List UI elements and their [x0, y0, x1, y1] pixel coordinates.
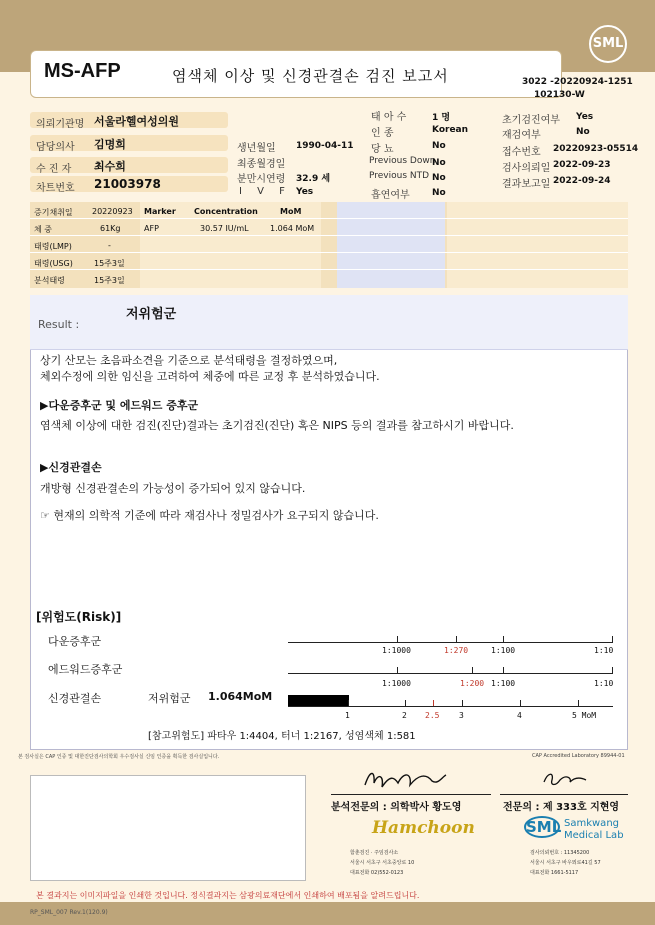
ntd-tick-label-4: 3	[459, 711, 464, 720]
hamchoon-address-2: 서울시 서초구 서초중앙로 10	[350, 860, 415, 866]
concentration-header: Concentration	[194, 207, 258, 216]
doctor-label: 담당의사	[36, 142, 75, 153]
prev-ntd-value: No	[432, 173, 446, 183]
signature-blank-box	[30, 775, 306, 881]
retest-label: 재검여부	[502, 130, 541, 141]
institution-label: 의뢰기관명	[36, 119, 85, 130]
edwards-risk-label: 에드워드증후군	[48, 663, 123, 676]
ntd-tick-label-6: 5 MoM	[572, 711, 597, 720]
receipt-label: 접수번호	[502, 147, 541, 158]
ga-analysis-label: 분석태령	[34, 276, 65, 285]
reference-risk: [참고위험도] 파타우 1:4404, 터너 1:2167, 성염색체 1:581	[148, 731, 416, 742]
lmp-label: 최종월경일	[237, 159, 286, 170]
down-edwards-text: 염색체 이상에 대한 검진(진단)결과는 초기검진(진단) 혹은 NIPS 등의 결과를 참고하시기 바랍니다.	[40, 419, 514, 432]
fetus-label: 태 아 수	[371, 112, 407, 123]
weight-label: 체 중	[34, 225, 52, 234]
report-date-value: 2022-09-24	[553, 176, 611, 186]
ntd-tick-label-1: 1	[345, 711, 350, 720]
analyst-signature-line	[331, 794, 491, 795]
ga-usg-value: 15주3일	[94, 259, 125, 268]
edwards-tick-label-1: 1:1000	[382, 679, 411, 688]
ntd-tick-6	[578, 700, 579, 706]
edwards-tick-label-4: 1:10	[594, 679, 614, 688]
prev-down-value: No	[432, 158, 446, 168]
row-divider-1	[30, 218, 628, 219]
down-tick-2	[456, 636, 457, 642]
sml-name-2: Medical Lab	[564, 830, 624, 841]
down-tick-1	[397, 636, 398, 642]
down-tick-label-2: 1:270	[444, 646, 469, 655]
down-scale-line	[288, 642, 613, 643]
retest-value: No	[576, 127, 590, 137]
marker-value: AFP	[144, 224, 159, 233]
hamchoon-logo: Hamchoon	[372, 818, 475, 838]
ntd-risk-label: 신경관결손	[48, 692, 102, 705]
ga-usg-label: 태령(USG)	[34, 259, 73, 268]
mom-value: 1.064 MoM	[270, 224, 315, 233]
early-value: Yes	[576, 112, 594, 122]
down-tick-4	[612, 636, 613, 642]
ntd-mom-bar	[288, 695, 349, 706]
down-tick-3	[503, 636, 504, 642]
report-date-label: 결과보고일	[502, 179, 551, 190]
examinee-value: 최수희	[94, 160, 126, 173]
marker-header: Marker	[144, 207, 176, 216]
edwards-tick-label-3: 1:100	[491, 679, 516, 688]
report-title: 염색체 이상 및 신경관결손 검진 보고서	[172, 67, 449, 85]
race-label: 인 종	[371, 128, 394, 139]
mom-header: MoM	[280, 207, 302, 216]
ntd-tick-5	[520, 700, 521, 706]
fetus-value: 1 명	[432, 113, 451, 123]
request-value: 2022-09-23	[553, 160, 611, 170]
ntd-mom-value: 1.064MoM	[208, 690, 273, 703]
examinee-label: 수 진 자	[36, 164, 72, 175]
age-value: 32.9 세	[296, 174, 331, 184]
chart-number: 21003978	[94, 177, 161, 191]
recommendation-text: ☞ 현재의 의학적 기준에 따라 재검사나 정밀검사가 요구되지 않습니다.	[40, 509, 379, 522]
collect-label: 증기채취일	[34, 208, 73, 217]
sml-footer-logo: SML	[526, 818, 562, 836]
specialist-signature	[540, 768, 590, 790]
edwards-tick-3	[503, 667, 504, 673]
analyst-name: 분석전문의 : 의학박사 황도영	[331, 802, 462, 813]
concentration-value: 30.57 IU/mL	[200, 224, 249, 233]
result-header	[30, 295, 628, 350]
result-label: Result :	[38, 318, 80, 331]
analyst-signature	[360, 765, 450, 793]
ntd-heading: ▶신경관결손	[40, 461, 102, 474]
edwards-tick-2	[472, 667, 473, 673]
ntd-tick-label-2: 2	[402, 711, 407, 720]
sml-address-2: 서울시 서초구 바우뫼로41길 57	[530, 860, 601, 866]
smoke-label: 흡연여부	[371, 190, 410, 201]
sml-name-1: Samkwang	[564, 818, 619, 829]
report-number-2: 102130-W	[534, 90, 585, 100]
cap-note: CAP Accredited Laboratory 89944-01	[532, 753, 625, 759]
ntd-tick-2	[405, 700, 406, 706]
collect-value: 20220923	[92, 207, 133, 216]
birth-value: 1990-04-11	[296, 141, 354, 151]
edwards-tick-label-2: 1:200	[460, 679, 485, 688]
row-divider-4	[30, 269, 628, 270]
right-panel-blue	[337, 202, 445, 288]
edwards-tick-1	[397, 667, 398, 673]
result-value: 저위험군	[126, 307, 177, 322]
diabetes-label: 당 뇨	[371, 144, 394, 155]
sml-phone: 대표전화 1661-5117	[530, 870, 579, 876]
ntd-tick-4	[462, 700, 463, 706]
ivf-label: I V F	[239, 186, 291, 197]
birth-label: 생년월일	[237, 143, 276, 154]
weight-value: 61Kg	[100, 224, 121, 233]
doctor-value: 김명희	[94, 138, 126, 151]
down-tick-label-3: 1:100	[491, 646, 516, 655]
ga-lmp-label: 태령(LMP)	[34, 242, 72, 251]
race-value: Korean	[432, 125, 469, 135]
smoke-value: No	[432, 188, 446, 198]
down-tick-label-4: 1:10	[594, 646, 614, 655]
early-label: 초기검진여부	[502, 115, 560, 126]
specialist-signature-line	[500, 794, 628, 795]
ntd-tick-1	[348, 700, 349, 706]
ga-lmp-value: -	[108, 241, 111, 250]
ntd-tick-label-5: 4	[517, 711, 522, 720]
ntd-scale-line	[288, 706, 613, 707]
down-tick-label-1: 1:1000	[382, 646, 411, 655]
ntd-text: 개방형 신경관결손의 가능성이 증가되어 있지 않습니다.	[40, 482, 306, 495]
test-name: MS-AFP	[44, 60, 121, 82]
sml-logo: SML	[589, 25, 627, 63]
risk-title: [위험도(Risk)]	[36, 610, 122, 624]
result-paragraph-1a: 상기 산모는 초음파소견을 기준으로 분석태령을 결정하였으며,	[40, 354, 338, 367]
row-divider-3	[30, 252, 628, 253]
form-code: RP_SML_007 Rev.1(120.9)	[30, 909, 108, 916]
chart-label: 차트번호	[36, 183, 75, 194]
ntd-tick-label-3: 2.5	[425, 711, 440, 720]
print-notice: 본 결과지는 이미지파일을 인쇄한 것입니다. 정식결과지는 삼광의료재단에서 인쇄하여 배포됨을 알려드립니다.	[36, 891, 420, 900]
result-paragraph-1b: 체외수정에 의한 임신을 고려하여 체중에 따른 교정 후 분석하였습니다.	[40, 370, 380, 383]
ntd-risk-result: 저위험군	[148, 692, 191, 705]
down-edwards-heading: ▶다운증후군 및 에드워드 증후군	[40, 399, 199, 412]
row-divider-2	[30, 235, 628, 236]
request-label: 검사의뢰일	[502, 163, 551, 174]
diabetes-value: No	[432, 141, 446, 151]
ntd-tick-3	[433, 700, 434, 706]
ivf-value: Yes	[296, 187, 314, 197]
age-label: 분만시연령	[237, 174, 286, 185]
certification-note: 본 검사실은 CAP 인증 및 대한진단검사의학회 우수검사실 신임 인증을 획득한 검사실입니다.	[18, 754, 220, 760]
institution-value: 서울라헬여성의원	[94, 115, 180, 128]
sml-address-1: 검사의뢰번호 : 11345200	[530, 850, 590, 856]
hamchoon-phone: 대표전화 02)552-0123	[350, 870, 404, 876]
hamchoon-address-1: 함춘검진 · 주임검사소	[350, 850, 399, 856]
edwards-tick-4	[612, 667, 613, 673]
edwards-scale-line	[288, 673, 613, 674]
ga-analysis-value: 15주3일	[94, 276, 125, 285]
prev-down-label: Previous Down	[369, 156, 436, 166]
receipt-value: 20220923-05514	[553, 144, 639, 154]
report-number-1: 3022 -20220924-1251	[522, 77, 633, 87]
prev-ntd-label: Previous NTD	[369, 171, 430, 181]
down-risk-label: 다운증후군	[48, 635, 102, 648]
specialist-name: 전문의 : 제 333호 지현영	[503, 802, 620, 813]
right-panel-cream	[447, 202, 628, 288]
